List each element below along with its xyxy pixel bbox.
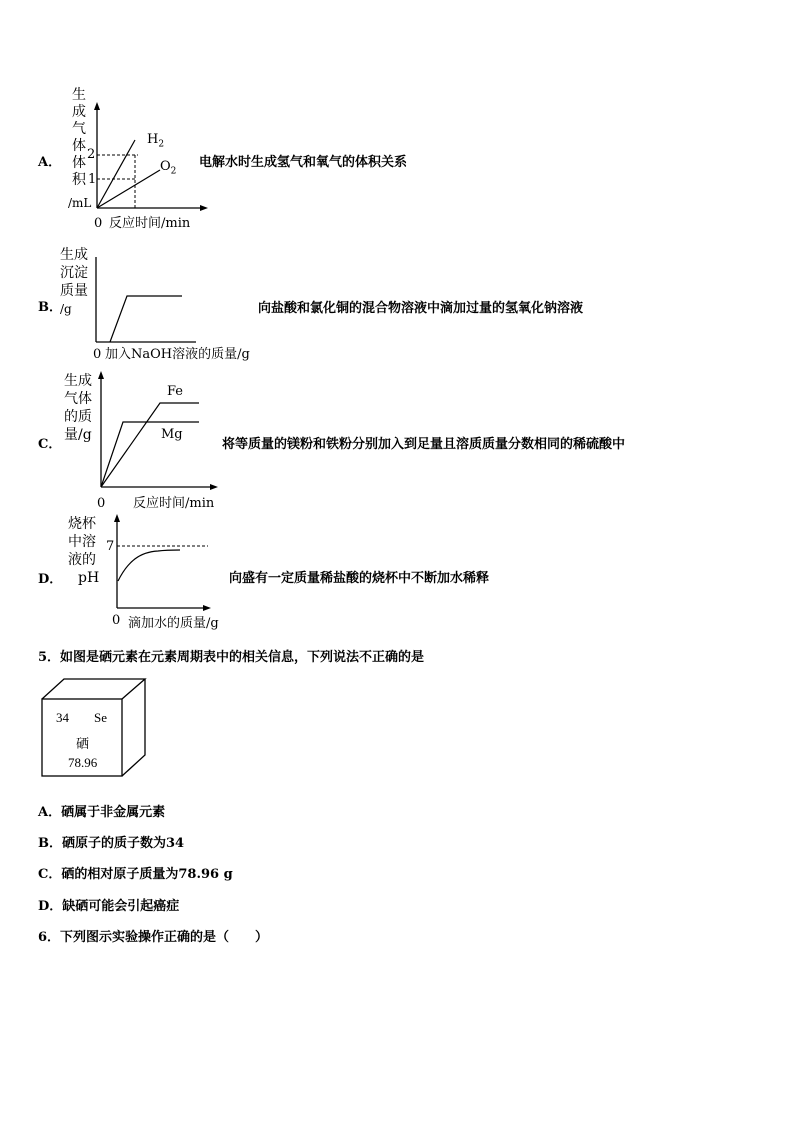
graph-c-plot xyxy=(95,370,220,495)
graph-a-h2-label xyxy=(147,131,164,154)
option-d-description: 向盛有一定质量稀盐酸的烧杯中不断加水稀释 xyxy=(229,571,490,586)
graph-c-ylabel-line: 气体 xyxy=(64,391,92,407)
graph-d-ylabel xyxy=(68,515,99,587)
graph-d-ylabel-line: 液的 xyxy=(68,552,96,568)
graph-a-yunit: /mL xyxy=(68,196,92,210)
graph-b-plot xyxy=(90,255,200,350)
graph-b-origin: 0 xyxy=(93,347,102,362)
option-a-description: 电解水时生成氢气和氧气的体积关系 xyxy=(199,155,408,170)
option-b-label: B． xyxy=(38,300,62,315)
element-atomic-mass: 78.96 xyxy=(68,755,98,770)
question-6-stem: 6．下列图示实验操作正确的是（ ） xyxy=(38,930,269,945)
graph-b-ylabel-line: 质量 xyxy=(60,283,88,299)
graph-c-mg-label: Mg xyxy=(161,427,183,442)
graph-a-xlabel: 反应时间/min xyxy=(109,216,191,231)
graph-a-h2-line xyxy=(97,140,135,208)
graph-d-xlabel: 滴加水的质量/g xyxy=(128,616,219,631)
graph-c-mg-line xyxy=(101,422,199,487)
graph-a-y-arrow xyxy=(94,102,100,110)
graph-d-curve xyxy=(118,550,180,581)
element-atomic-number: 34 xyxy=(56,710,69,725)
graph-d-x-arrow xyxy=(203,605,211,611)
question-5-option-b: B．硒原子的质子数为34 xyxy=(38,836,185,851)
graph-a-tick-1: 1 xyxy=(88,172,97,187)
graph-d-y-arrow xyxy=(114,514,120,522)
question-5-stem: 5．如图是硒元素在元素周期表中的相关信息，下列说法不正确的是 xyxy=(38,650,425,665)
graph-a-ylabel-char: 体 xyxy=(72,138,86,154)
graph-a-tick-2: 2 xyxy=(87,147,96,162)
option-a-label: A． xyxy=(38,155,62,170)
option-c-label: C． xyxy=(38,437,62,452)
graph-c-origin: 0 xyxy=(97,496,106,511)
graph-d-ylabel-line: 烧杯 xyxy=(68,516,96,532)
graph-b-xlabel: 加入NaOH溶液的质量/g xyxy=(105,347,250,362)
graph-a-o2-label xyxy=(160,158,176,181)
graph-c-ylabel-line: 生成 xyxy=(64,373,92,389)
graph-c-xlabel: 反应时间/min xyxy=(133,496,215,511)
graph-c-fe-label: Fe xyxy=(167,384,184,399)
question-5-option-d: D．缺硒可能会引起癌症 xyxy=(38,899,180,914)
graph-a-x-arrow xyxy=(200,205,208,211)
graph-c-x-arrow xyxy=(210,484,218,490)
option-d-label: D． xyxy=(38,572,63,587)
graph-a-o2-sub: 2 xyxy=(170,166,177,177)
graph-a-origin: 0 xyxy=(94,216,103,231)
graph-c-y-arrow xyxy=(98,371,104,379)
graph-a-h2-sub: 2 xyxy=(158,139,165,150)
graph-a-ylabel-char: 生 xyxy=(72,87,86,103)
graph-b-ylabel xyxy=(60,246,88,318)
option-c-description: 将等质量的镁粉和铁粉分别加入到足量且溶质质量分数相同的稀硫酸中 xyxy=(222,437,626,452)
graph-b-ylabel-line: 生成 xyxy=(60,247,88,263)
element-symbol: Se xyxy=(94,710,107,725)
graph-d-ylabel-line: pH xyxy=(78,570,100,586)
question-5-option-a: A．硒属于非金属元素 xyxy=(38,805,166,820)
graph-a-ylabel-char: 积 xyxy=(72,172,86,188)
graph-b-ylabel-line: 沉淀 xyxy=(60,265,88,281)
graph-a-ylabel-char: 气 xyxy=(72,121,86,137)
graph-a-ylabel-char: 成 xyxy=(72,104,86,120)
graph-a-plot xyxy=(80,100,210,225)
graph-d-plot xyxy=(110,513,215,613)
graph-a-o2-text: O xyxy=(160,159,171,174)
graph-b-curve xyxy=(110,296,182,342)
question-5-option-c: C．硒的相对原子质量为78.96 g xyxy=(38,867,233,882)
cube-side-face xyxy=(122,679,145,776)
graph-d-ylabel-line: 中溶 xyxy=(68,534,96,550)
graph-c-ylabel-line: 的质 xyxy=(64,409,92,425)
option-b-description: 向盐酸和氯化铜的混合物溶液中滴加过量的氢氧化钠溶液 xyxy=(258,301,584,316)
graph-a-o2-line xyxy=(97,170,160,208)
graph-b-ylabel-line: /g xyxy=(60,302,72,316)
graph-c-ylabel xyxy=(64,372,92,444)
graph-a-h2-text: H xyxy=(147,132,159,147)
graph-d-origin: 0 xyxy=(112,613,121,628)
cube-top-face xyxy=(42,679,145,699)
graph-a-ylabel-char: 体 xyxy=(72,155,86,171)
graph-d-tick-7: 7 xyxy=(106,539,115,554)
graph-c-ylabel-line: 量/g xyxy=(64,427,92,443)
element-name: 硒 xyxy=(76,736,90,751)
